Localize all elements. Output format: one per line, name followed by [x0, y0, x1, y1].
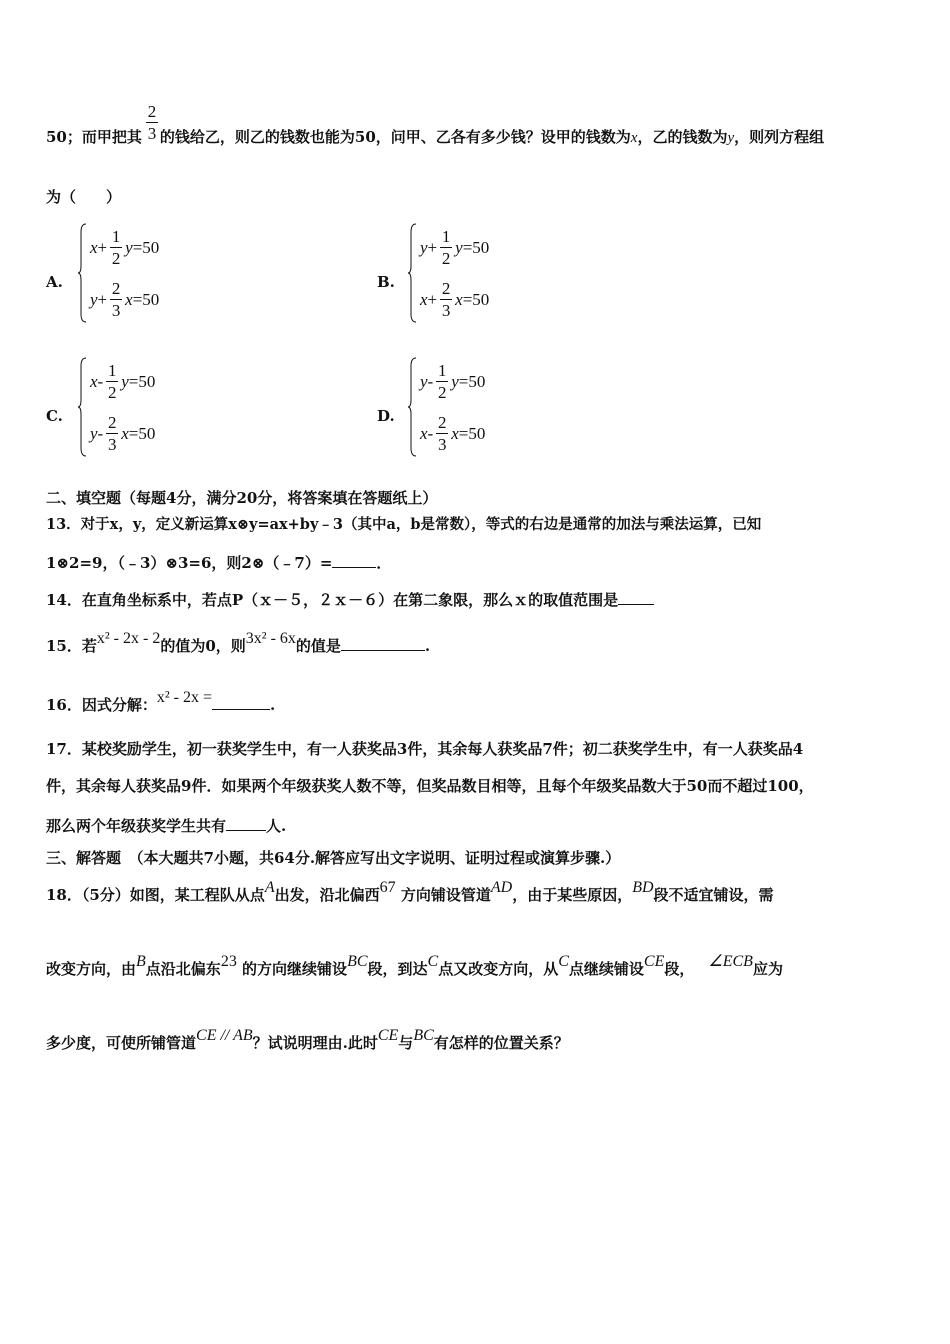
option-c-system[interactable] [78, 356, 218, 458]
option-d-system[interactable] [408, 356, 548, 458]
expression: 3x² - 6x [245, 630, 296, 647]
section-2-title: 二、填空题（每题4分，满分20分，将答案填在答题纸上） [46, 489, 438, 507]
brace-icon [408, 222, 418, 324]
answer-blank[interactable] [212, 695, 270, 710]
option-b-label[interactable]: B. [377, 273, 395, 291]
option-b-system[interactable] [408, 222, 548, 324]
option-c-label[interactable]: C. [46, 407, 63, 425]
fraction-numerator: 2 [147, 102, 157, 121]
q12-line2: 为（ ） [46, 188, 122, 206]
q13-line2: 1⊗2=9，（﹣3）⊗3=6，则2⊗（﹣7）= ． [46, 554, 392, 572]
q13-line1: 13．对于x，y，定义新运算x⊗y=ax+by﹣3（其中a，b是常数），等式的右边是通常的加法与乘法运算，已知 [46, 516, 762, 533]
answer-blank[interactable] [226, 816, 266, 831]
q17-line3: 那么两个年级获奖学生共有 人. [46, 817, 287, 835]
expression: x² - 2x = [156, 689, 213, 706]
equation-2: x - 2 3 x =50 [420, 413, 486, 454]
equation-2: x + 2 3 x =50 [420, 279, 490, 320]
brace-icon [78, 222, 88, 324]
q17-line2: 件，其余每人获奖品9件．如果两个年级获奖人数不等，但奖品数目相等，且每个年级奖品数大于50而不超过100， [46, 777, 814, 795]
q18-line1: 18．（5分）如图，某工程队从点A出发，沿北偏西67 方向铺设管道AD，由于某些原因，BD段不适宜铺设，需 [46, 879, 774, 904]
equation-1: x - 1 2 y =50 [90, 361, 156, 402]
q18-line2: 改变方向，由B点沿北偏东23 的方向继续铺设BC段，到达C点又改变方向，从C点继续铺设CE段， ∠ECB应为 [46, 953, 783, 978]
equation-1: y - 1 2 y =50 [420, 361, 486, 402]
section-3-title: 三、解答题 （本大题共7小题，共64分.解答应写出文字说明、证明过程或演算步骤.） [46, 849, 621, 867]
equation-1: x + 1 2 y =50 [90, 227, 160, 268]
q18-line3: 多少度，可使所铺管道CE // AB？试说明理由.此时CE与BC有怎样的位置关系？ [46, 1027, 569, 1052]
brace-icon [78, 356, 88, 458]
answer-blank[interactable] [341, 636, 425, 651]
option-d-label[interactable]: D. [377, 407, 395, 425]
equation-1: y + 1 2 y =50 [420, 227, 490, 268]
q17-line1: 17．某校奖励学生，初一获奖学生中，有一人获奖品3件，其余每人获奖品7件；初二获奖学生中，有一人获奖品4 [46, 740, 804, 758]
option-a-label[interactable]: A. [46, 273, 63, 291]
q15: 15．若x² - 2x - 2的值为0，则3x² - 6x的值是 . [46, 630, 431, 655]
q16: 16．因式分解：x² - 2x = . [46, 689, 276, 714]
answer-blank[interactable] [618, 590, 654, 605]
answer-blank[interactable] [332, 553, 376, 568]
expression: x² - 2x - 2 [96, 630, 161, 647]
option-a-system[interactable] [78, 222, 218, 324]
q12-line1: 50；而甲把其 的钱给乙，则乙的钱数也能为50，问甲、乙各有多少钱？设甲的钱数为x，乙的钱数为y，则列方程组 [46, 128, 825, 146]
brace-icon [408, 356, 418, 458]
fraction-denominator: 3 [147, 124, 157, 143]
equation-2: y + 2 3 x =50 [90, 279, 160, 320]
q14: 14．在直角坐标系中，若点P（ｘ－５，２ｘ－６）在第二象限，那么ｘ的取值范围是 [46, 590, 654, 608]
equation-2: y - 2 3 x =50 [90, 413, 156, 454]
